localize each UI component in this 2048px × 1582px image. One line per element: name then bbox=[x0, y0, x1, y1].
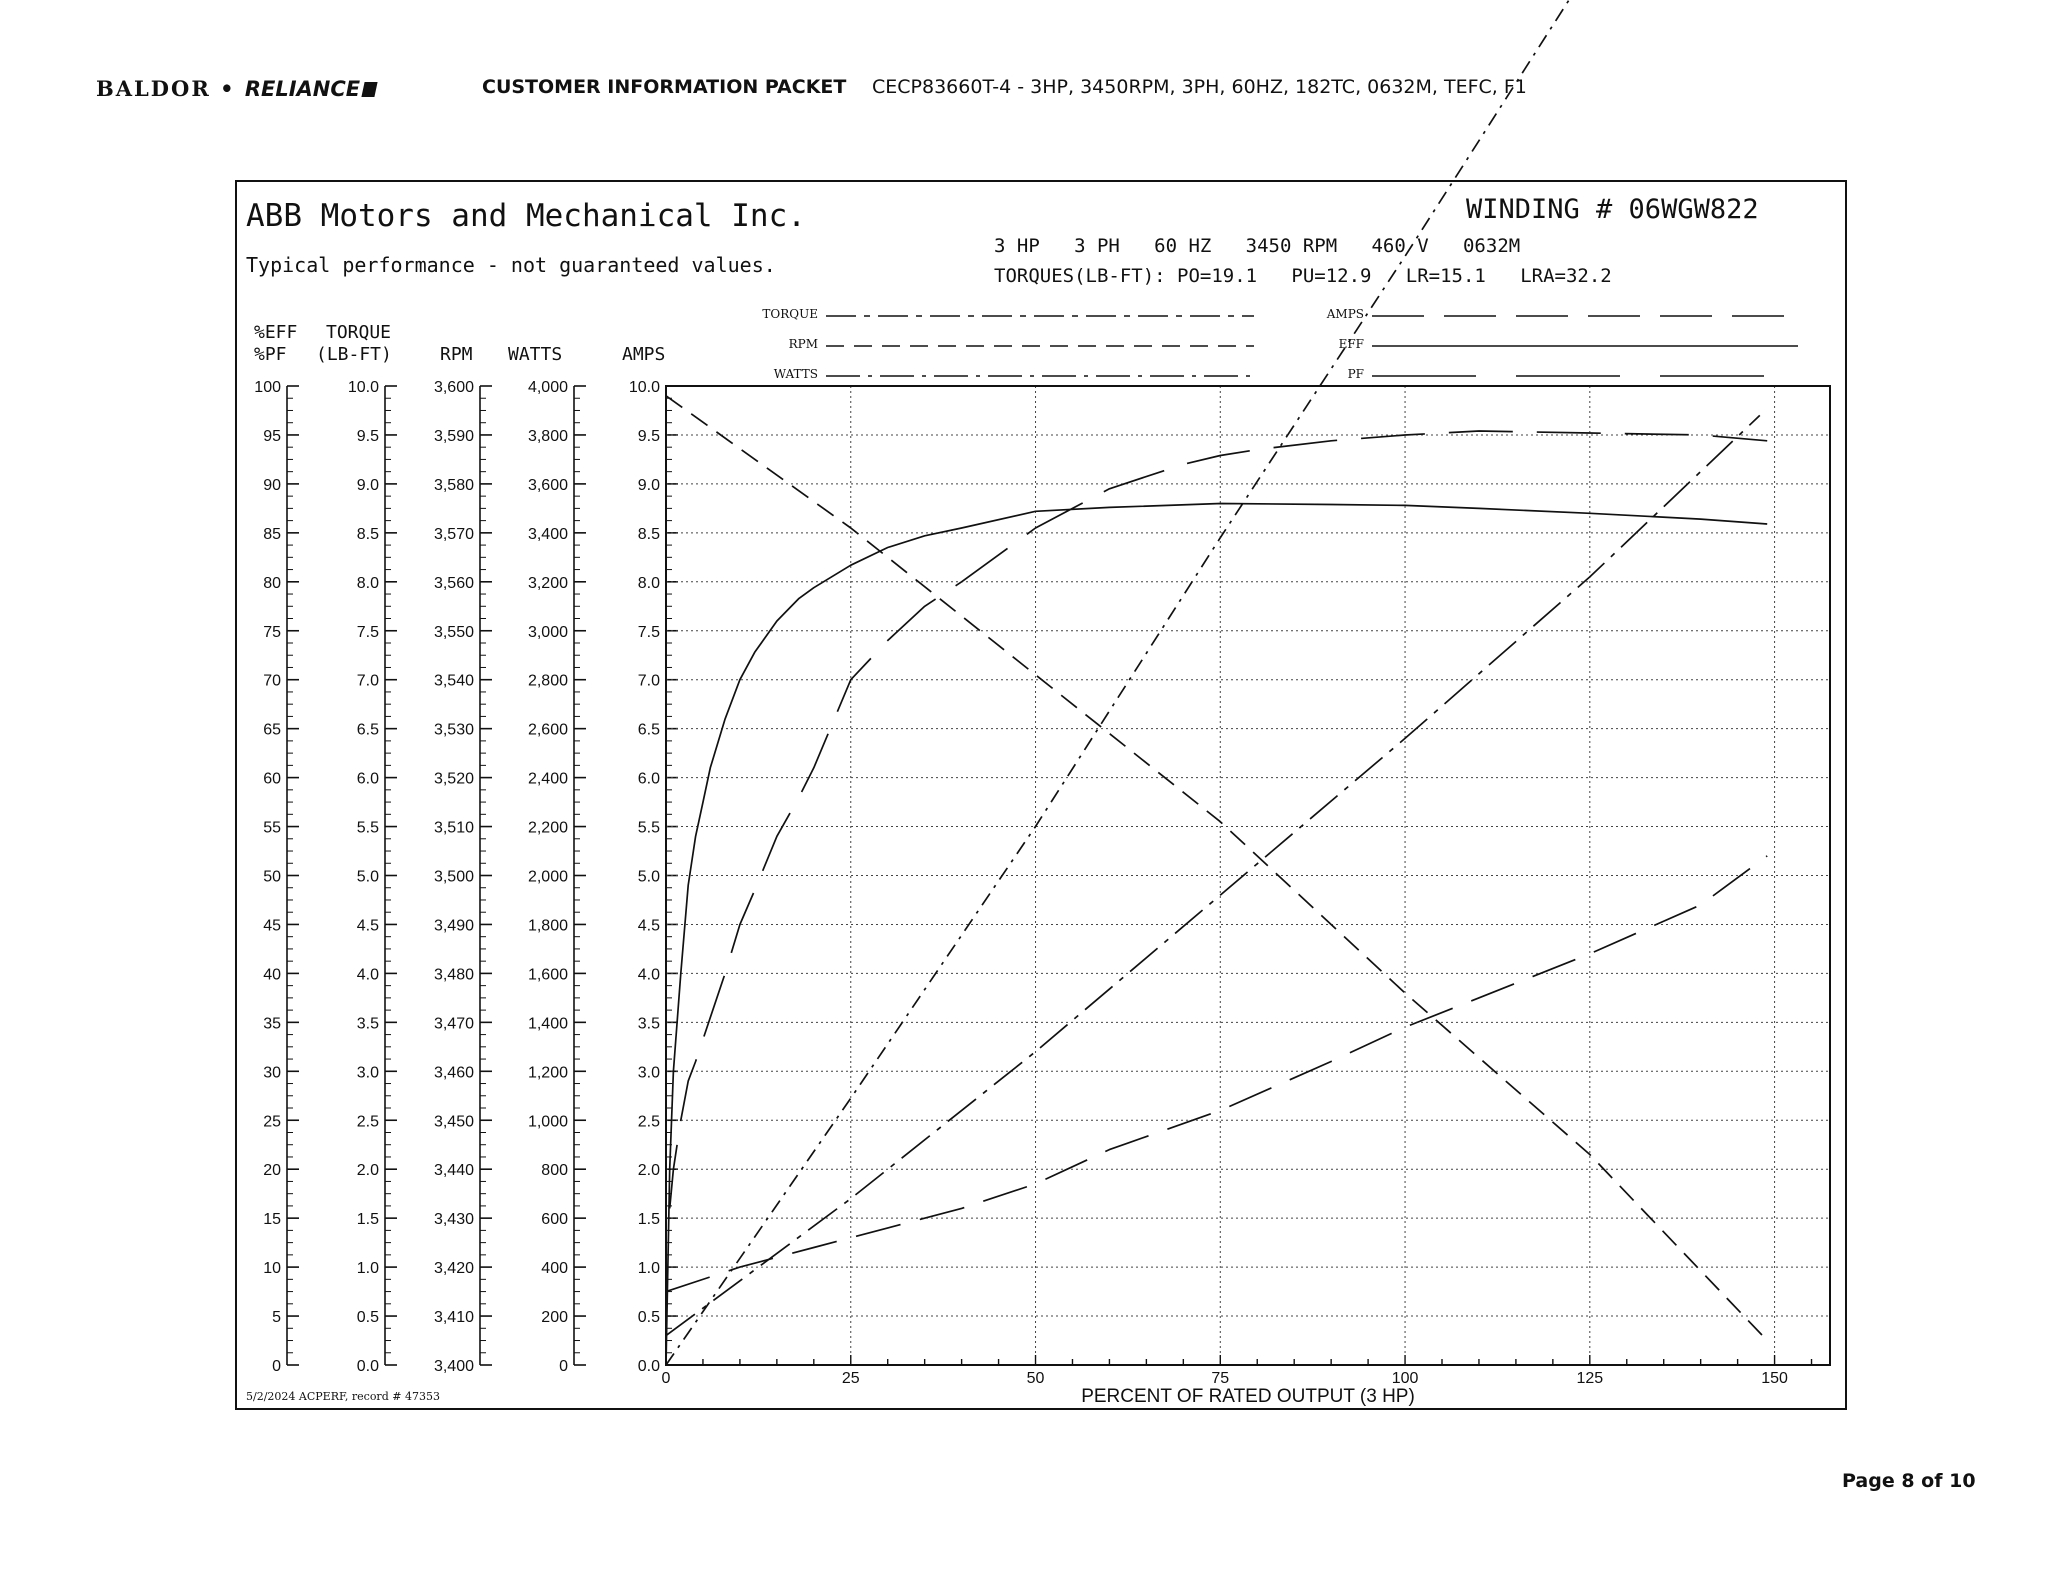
axis-header-rpm: RPM bbox=[440, 344, 473, 365]
y-tick-label: 3,600 bbox=[527, 476, 568, 494]
y-tick-label: 3,430 bbox=[433, 1211, 474, 1229]
legend bbox=[762, 307, 1798, 381]
series-amps-line bbox=[666, 856, 1767, 1292]
y-tick-label: 3,800 bbox=[527, 427, 568, 445]
y-tick-label: 4.0 bbox=[356, 966, 379, 984]
y-axis-rpm bbox=[434, 379, 492, 1375]
motor-specs: 3 HP 3 PH 60 HZ 3450 RPM 460 V 0632M bbox=[994, 235, 1521, 257]
y-tick-label: 1,600 bbox=[527, 966, 568, 984]
axis-header-eff: %EFF bbox=[254, 322, 298, 343]
y-tick-label: 4.5 bbox=[356, 917, 379, 935]
y-tick-label: 8.5 bbox=[637, 525, 660, 543]
y-tick-label: 9.5 bbox=[637, 427, 660, 445]
x-axis-title: PERCENT OF RATED OUTPUT (3 HP) bbox=[1081, 1386, 1415, 1407]
y-axis-eff-pf bbox=[254, 379, 299, 1375]
legend-amps-label: AMPS bbox=[1326, 307, 1364, 321]
sheet-border bbox=[236, 181, 1846, 1409]
y-tick-label: 5.0 bbox=[356, 868, 379, 886]
legend-torque-label: TORQUE bbox=[762, 307, 818, 321]
y-tick-label: 1,200 bbox=[527, 1064, 568, 1082]
winding-number: WINDING # 06WGW822 bbox=[1466, 194, 1759, 225]
y-tick-label: 2.0 bbox=[356, 1162, 379, 1180]
page-number: Page 8 of 10 bbox=[1842, 1470, 1976, 1492]
y-tick-label: 6.5 bbox=[356, 721, 379, 739]
y-tick-label: 10.0 bbox=[628, 379, 660, 396]
y-tick-label: 3,540 bbox=[433, 672, 474, 690]
record-stamp: 5/2/2024 ACPERF, record # 47353 bbox=[246, 1390, 440, 1403]
y-tick-label: 90 bbox=[263, 476, 281, 494]
y-tick-label: 1,400 bbox=[527, 1015, 568, 1033]
y-tick-label: 3,400 bbox=[433, 1358, 474, 1375]
y-tick-label: 9.0 bbox=[637, 476, 660, 494]
x-tick-label: 100 bbox=[1391, 1370, 1419, 1387]
axis-header-pf: %PF bbox=[254, 344, 287, 365]
x-tick-label: 50 bbox=[1026, 1370, 1045, 1387]
y-tick-label: 0.5 bbox=[356, 1309, 379, 1327]
y-tick-label: 3.5 bbox=[356, 1015, 379, 1033]
y-tick-label: 5 bbox=[272, 1309, 281, 1327]
y-tick-label: 3,420 bbox=[433, 1260, 474, 1278]
brand-name-baldor: BALDOR bbox=[96, 76, 211, 101]
y-tick-label: 3,550 bbox=[433, 623, 474, 641]
y-tick-label: 200 bbox=[541, 1309, 568, 1327]
y-tick-label: 800 bbox=[541, 1162, 568, 1180]
y-tick-label: 75 bbox=[263, 623, 281, 641]
y-axes bbox=[254, 379, 678, 1375]
y-tick-label: 30 bbox=[263, 1064, 281, 1082]
packet-title: CUSTOMER INFORMATION PACKET bbox=[482, 76, 847, 98]
y-tick-label: 55 bbox=[263, 819, 281, 837]
y-tick-label: 6.5 bbox=[637, 721, 660, 739]
y-tick-label: 3,530 bbox=[433, 721, 474, 739]
y-tick-label: 3,400 bbox=[527, 525, 568, 543]
y-axis-torque bbox=[348, 379, 397, 1375]
y-tick-label: 5.5 bbox=[356, 819, 379, 837]
y-tick-label: 4.5 bbox=[637, 917, 660, 935]
y-tick-label: 1,800 bbox=[527, 917, 568, 935]
y-tick-label: 50 bbox=[263, 868, 281, 886]
y-tick-label: 10 bbox=[263, 1260, 281, 1278]
axis-header-torque-unit: (LB-FT) bbox=[316, 344, 392, 365]
y-tick-label: 2,600 bbox=[527, 721, 568, 739]
y-tick-label: 8.0 bbox=[637, 574, 660, 592]
y-tick-label: 0.5 bbox=[637, 1309, 660, 1327]
y-tick-label: 40 bbox=[263, 966, 281, 984]
y-tick-label: 5.0 bbox=[637, 868, 660, 886]
y-axis-amps bbox=[629, 379, 678, 1375]
y-tick-label: 1,000 bbox=[527, 1113, 568, 1131]
axis-header-watts: WATTS bbox=[508, 344, 563, 365]
y-tick-label: 3,460 bbox=[433, 1064, 474, 1082]
y-tick-label: 3,600 bbox=[433, 379, 474, 396]
y-tick-label: 2,800 bbox=[527, 672, 568, 690]
x-tick-label: 125 bbox=[1576, 1370, 1604, 1387]
y-tick-label: 7.5 bbox=[637, 623, 660, 641]
y-tick-label: 4,000 bbox=[527, 379, 568, 396]
y-tick-label: 0 bbox=[272, 1358, 281, 1375]
x-axis bbox=[662, 1355, 1812, 1387]
y-tick-label: 85 bbox=[263, 525, 281, 543]
series-rpm-line bbox=[666, 396, 1767, 1341]
product-description: CECP83660T-4 - 3HP, 3450RPM, 3PH, 60HZ, 182TC, 0632M, TEFC, F1 bbox=[872, 76, 1527, 98]
y-tick-label: 6.0 bbox=[356, 770, 379, 788]
y-tick-label: 25 bbox=[263, 1113, 281, 1131]
torque-values: TORQUES(LB-FT): PO=19.1 PU=12.9 LR=15.1 LRA=32.2 bbox=[994, 265, 1612, 287]
y-tick-label: 0.0 bbox=[637, 1358, 660, 1375]
x-tick-label: 25 bbox=[841, 1370, 860, 1387]
y-tick-label: 5.5 bbox=[637, 819, 660, 837]
y-tick-label: 3,580 bbox=[433, 476, 474, 494]
y-tick-label: 3,480 bbox=[433, 966, 474, 984]
y-tick-label: 3,410 bbox=[433, 1309, 474, 1327]
y-tick-label: 1.0 bbox=[637, 1260, 660, 1278]
y-tick-label: 35 bbox=[263, 1015, 281, 1033]
y-tick-label: 7.0 bbox=[356, 672, 379, 690]
y-tick-label: 2.5 bbox=[356, 1113, 379, 1131]
y-tick-label: 45 bbox=[263, 917, 281, 935]
axis-headers bbox=[254, 322, 665, 365]
y-tick-label: 3,520 bbox=[433, 770, 474, 788]
legend-watts-label: WATTS bbox=[773, 367, 818, 381]
y-tick-label: 3,490 bbox=[433, 917, 474, 935]
y-tick-label: 80 bbox=[263, 574, 281, 592]
y-tick-label: 9.5 bbox=[356, 427, 379, 445]
y-tick-label: 7.5 bbox=[356, 623, 379, 641]
legend-pf-label: PF bbox=[1347, 367, 1364, 381]
y-tick-label: 60 bbox=[263, 770, 281, 788]
y-tick-label: 2,400 bbox=[527, 770, 568, 788]
disclaimer: Typical performance - not guaranteed values. bbox=[246, 253, 776, 277]
y-tick-label: 3,440 bbox=[433, 1162, 474, 1180]
y-tick-label: 9.0 bbox=[356, 476, 379, 494]
y-tick-label: 7.0 bbox=[637, 672, 660, 690]
y-tick-label: 3.0 bbox=[356, 1064, 379, 1082]
y-tick-label: 0.0 bbox=[356, 1358, 379, 1375]
y-tick-label: 70 bbox=[263, 672, 281, 690]
y-tick-label: 2,000 bbox=[527, 868, 568, 886]
y-axis-watts bbox=[528, 379, 586, 1375]
y-tick-label: 3,590 bbox=[433, 427, 474, 445]
y-tick-label: 3.5 bbox=[637, 1015, 660, 1033]
y-tick-label: 95 bbox=[263, 427, 281, 445]
legend-rpm-label: RPM bbox=[788, 337, 818, 351]
axis-header-amps: AMPS bbox=[622, 344, 666, 365]
y-tick-label: 100 bbox=[254, 379, 281, 396]
y-tick-label: 1.5 bbox=[637, 1211, 660, 1229]
axis-header-torque: TORQUE bbox=[326, 322, 392, 343]
company-name: ABB Motors and Mechanical Inc. bbox=[246, 198, 806, 234]
y-tick-label: 3,450 bbox=[433, 1113, 474, 1131]
brand-name-reliance: RELIANCE bbox=[244, 77, 361, 101]
y-tick-label: 3,470 bbox=[433, 1015, 474, 1033]
y-tick-label: 20 bbox=[263, 1162, 281, 1180]
y-tick-label: 3,510 bbox=[433, 819, 474, 837]
y-tick-label: 400 bbox=[541, 1260, 568, 1278]
y-tick-label: 10.0 bbox=[347, 379, 379, 396]
x-tick-label: 0 bbox=[661, 1370, 671, 1387]
y-tick-label: 2,200 bbox=[527, 819, 568, 837]
x-tick-label: 150 bbox=[1761, 1370, 1788, 1387]
y-tick-label: 3,570 bbox=[433, 525, 474, 543]
y-tick-label: 2.0 bbox=[637, 1162, 660, 1180]
y-tick-label: 1.0 bbox=[356, 1260, 379, 1278]
y-tick-label: 15 bbox=[263, 1211, 281, 1229]
y-tick-label: 2.5 bbox=[637, 1113, 660, 1131]
y-tick-label: 3,560 bbox=[433, 574, 474, 592]
y-tick-label: 6.0 bbox=[637, 770, 660, 788]
y-tick-label: 8.0 bbox=[356, 574, 379, 592]
y-tick-label: 3,500 bbox=[433, 868, 474, 886]
y-tick-label: 3.0 bbox=[637, 1064, 660, 1082]
y-tick-label: 3,000 bbox=[527, 623, 568, 641]
y-tick-label: 65 bbox=[263, 721, 281, 739]
grid bbox=[666, 386, 1830, 1365]
brand-separator: • bbox=[220, 76, 236, 101]
y-tick-label: 8.5 bbox=[356, 525, 379, 543]
x-tick-label: 75 bbox=[1211, 1370, 1230, 1387]
y-tick-label: 0 bbox=[559, 1358, 568, 1375]
y-tick-label: 600 bbox=[541, 1211, 568, 1229]
y-tick-label: 3,200 bbox=[527, 574, 568, 592]
legend-eff-label: EFF bbox=[1338, 337, 1364, 351]
y-tick-label: 1.5 bbox=[356, 1211, 379, 1229]
series-eff-line bbox=[666, 504, 1767, 1366]
y-tick-label: 4.0 bbox=[637, 966, 660, 984]
